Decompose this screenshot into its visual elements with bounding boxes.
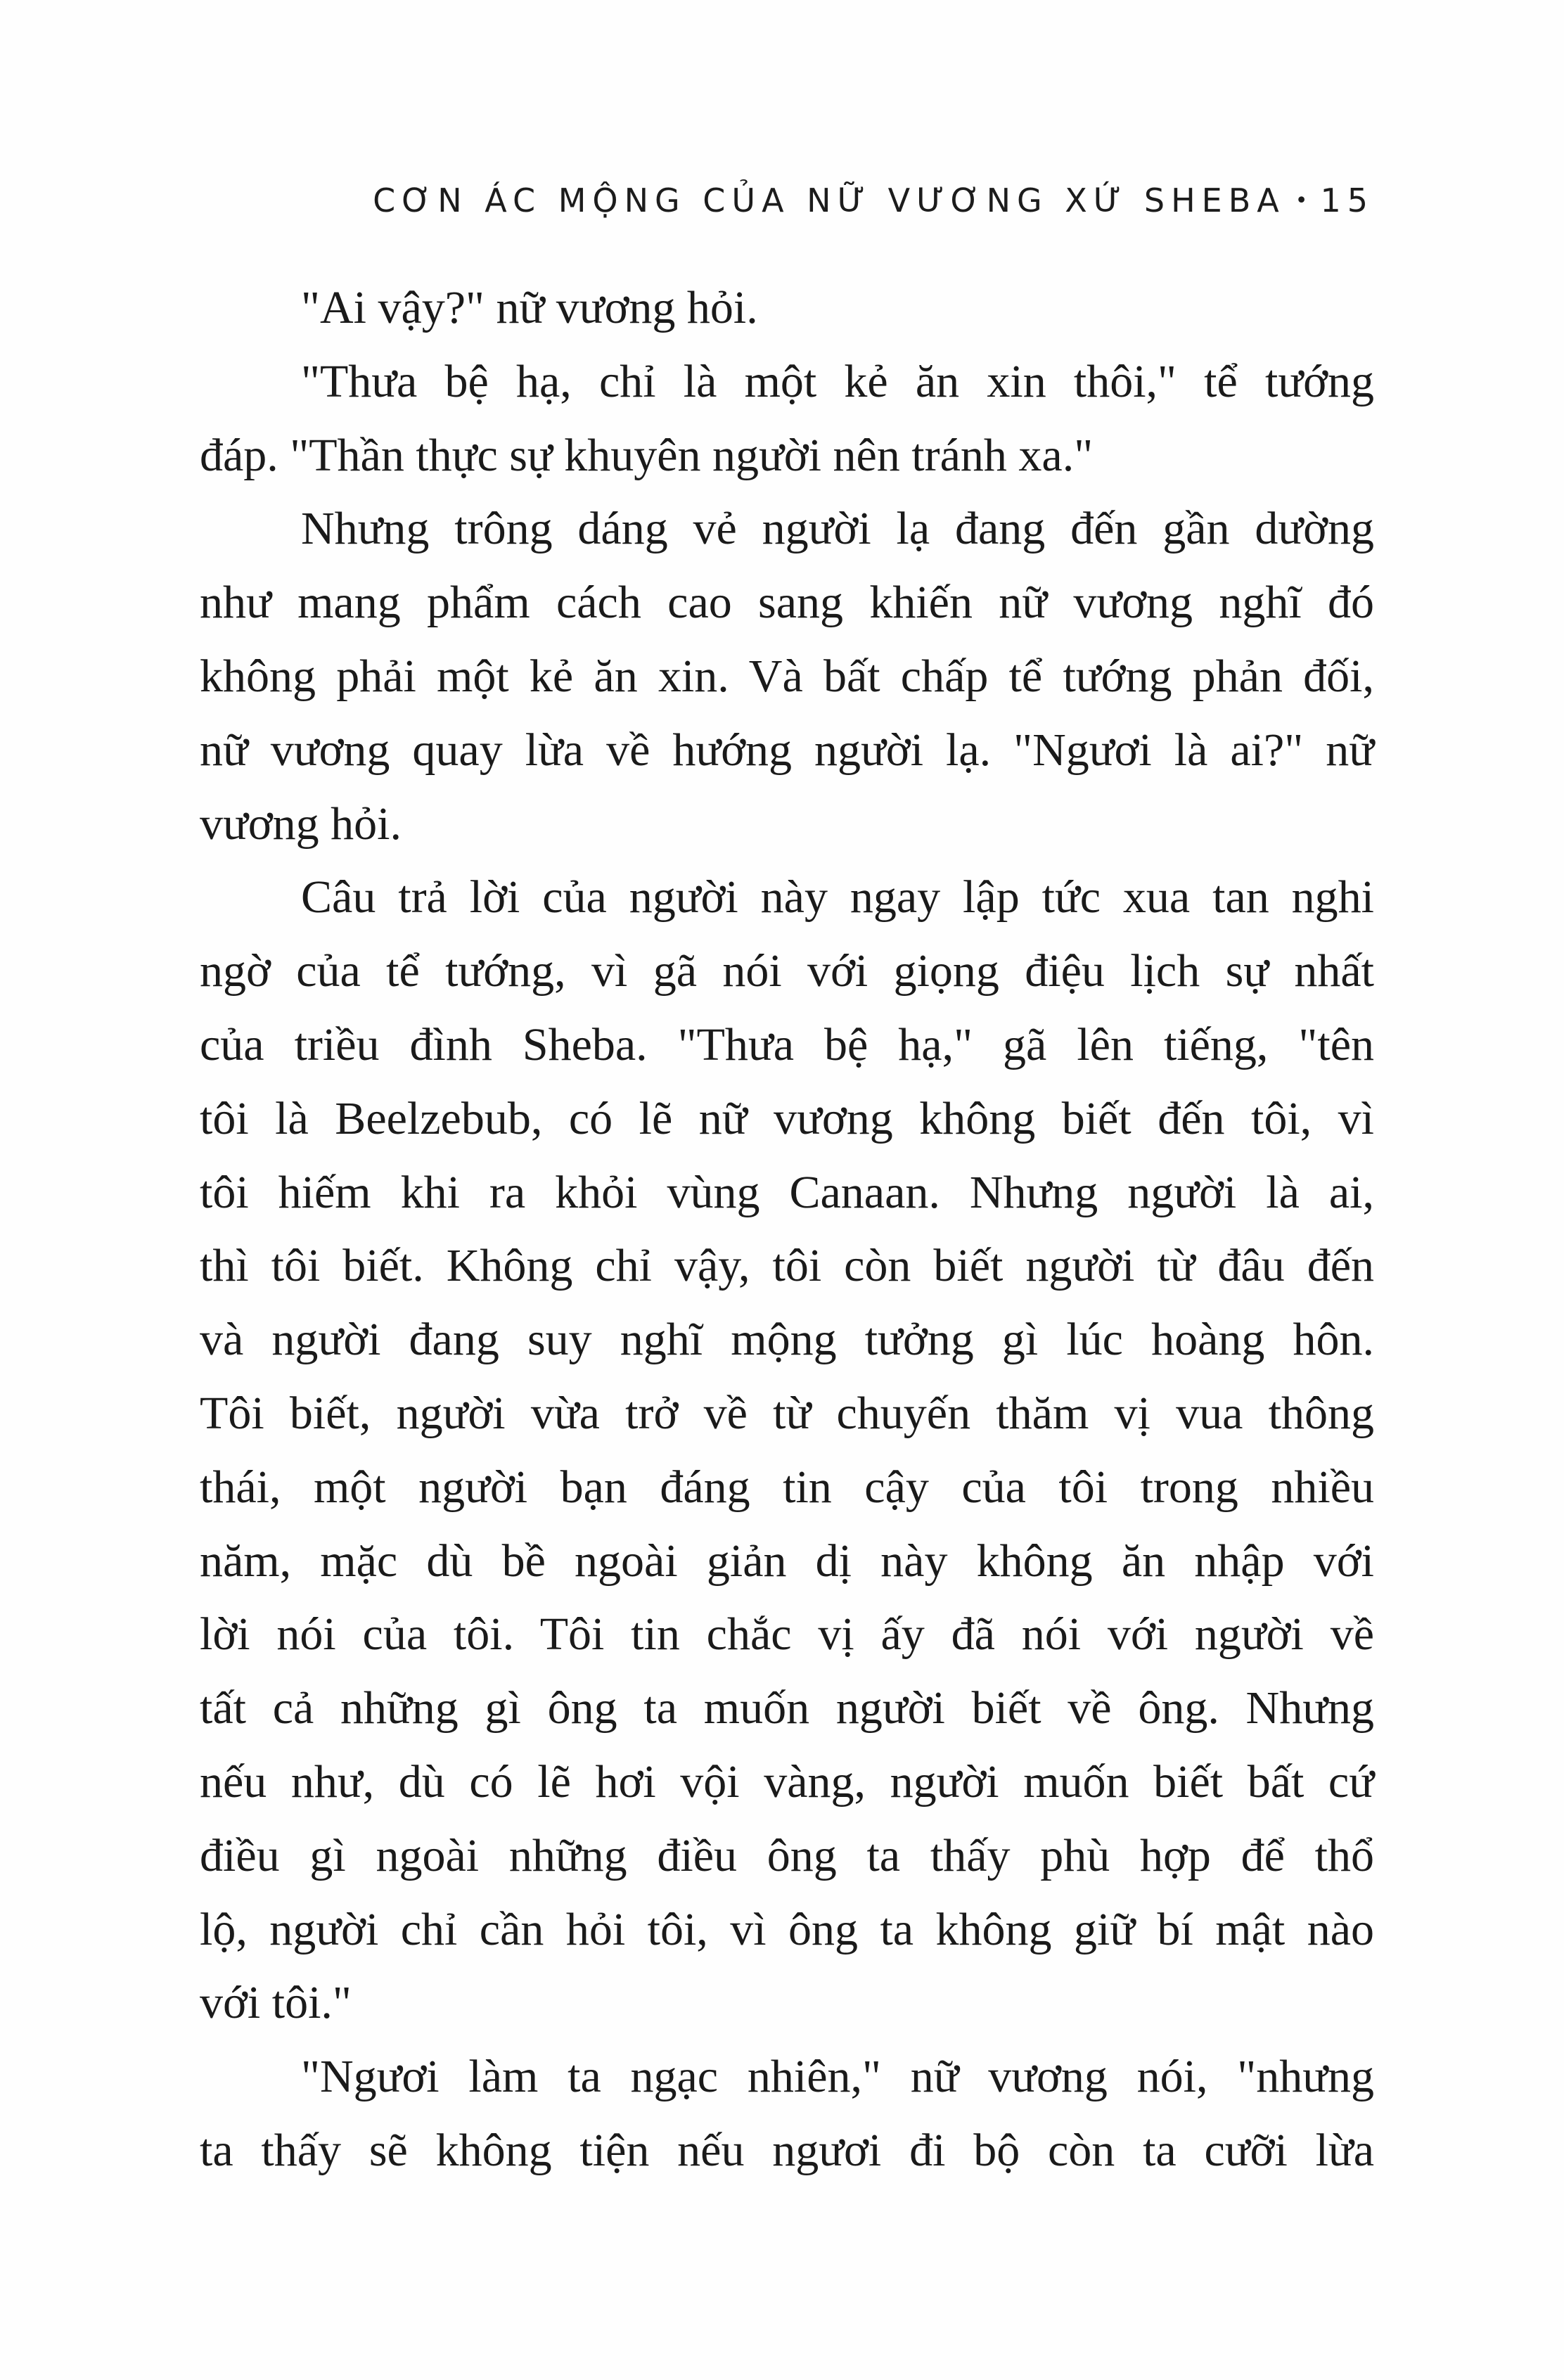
body-text: [200, 271, 1374, 2188]
text-line: đáp. "Thần thực sự khuyên người nên tránh xa.": [200, 429, 1094, 481]
text-line: vương hỏi.: [200, 798, 402, 850]
text-line: như mang phẩm cách cao sang khiến nữ vương nghĩ đó: [200, 577, 1374, 629]
separator-bullet: •: [1295, 188, 1308, 213]
text-line: Câu trả lời của người này ngay lập tức xua tan nghi: [301, 871, 1374, 923]
text-line: điều gì ngoài những điều ông ta thấy phù hợp để thổ: [200, 1829, 1374, 1881]
text-line: thái, một người bạn đáng tin cậy của tôi trong nhiều: [200, 1461, 1374, 1513]
text-line: "Thưa bệ hạ, chỉ là một kẻ ăn xin thôi," tể tướng: [301, 355, 1374, 407]
text-line: ngờ của tể tướng, vì gã nói với giọng điệu lịch sự nhất: [200, 945, 1374, 997]
text-line: lời nói của tôi. Tôi tin chắc vị ấy đã nói với người về: [200, 1608, 1374, 1661]
chapter-title: CƠN ÁC MỘNG CỦA NỮ VƯƠNG XỨ SHEBA: [373, 181, 1286, 219]
page-number: 15: [1320, 181, 1374, 219]
text-line: thì tôi biết. Không chỉ vậy, tôi còn biết người từ đâu đến: [200, 1240, 1374, 1292]
text-line: ta thấy sẽ không tiện nếu ngươi đi bộ còn ta cưỡi lừa: [200, 2124, 1374, 2176]
text-line: tôi là Beelzebub, có lẽ nữ vương không biết đến tôi, vì: [200, 1092, 1374, 1144]
text-line: tất cả những gì ông ta muốn người biết về ông. Nhưng: [200, 1682, 1374, 1734]
text-line: tôi hiếm khi ra khỏi vùng Canaan. Nhưng người là ai,: [200, 1166, 1374, 1218]
text-line: với tôi.": [200, 1977, 352, 2029]
running-header: [200, 181, 1374, 219]
text-line: Nhưng trông dáng vẻ người lạ đang đến gần dường: [301, 503, 1374, 555]
text-line: nữ vương quay lừa về hướng người lạ. "Ngươi là ai?" nữ: [200, 724, 1374, 776]
text-line: của triều đình Sheba. "Thưa bệ hạ," gã lên tiếng, "tên: [200, 1018, 1374, 1070]
text-line: "Ngươi làm ta ngạc nhiên," nữ vương nói, "nhưng: [301, 2051, 1374, 2103]
text-line: Tôi biết, người vừa trở về từ chuyến thăm vị vua thông: [200, 1387, 1374, 1439]
text-line: năm, mặc dù bề ngoài giản dị này không ăn nhập với: [200, 1535, 1374, 1587]
text-line: lộ, người chỉ cần hỏi tôi, vì ông ta không giữ bí mật nào: [200, 1903, 1374, 1955]
text-line: nếu như, dù có lẽ hơi vội vàng, người muốn biết bất cứ: [200, 1755, 1374, 1808]
text-line: "Ai vậy?" nữ vương hỏi.: [301, 282, 758, 333]
text-line: và người đang suy nghĩ mộng tưởng gì lúc hoàng hôn.: [200, 1314, 1374, 1366]
text-line: không phải một kẻ ăn xin. Và bất chấp tể tướng phản đối,: [200, 650, 1374, 702]
